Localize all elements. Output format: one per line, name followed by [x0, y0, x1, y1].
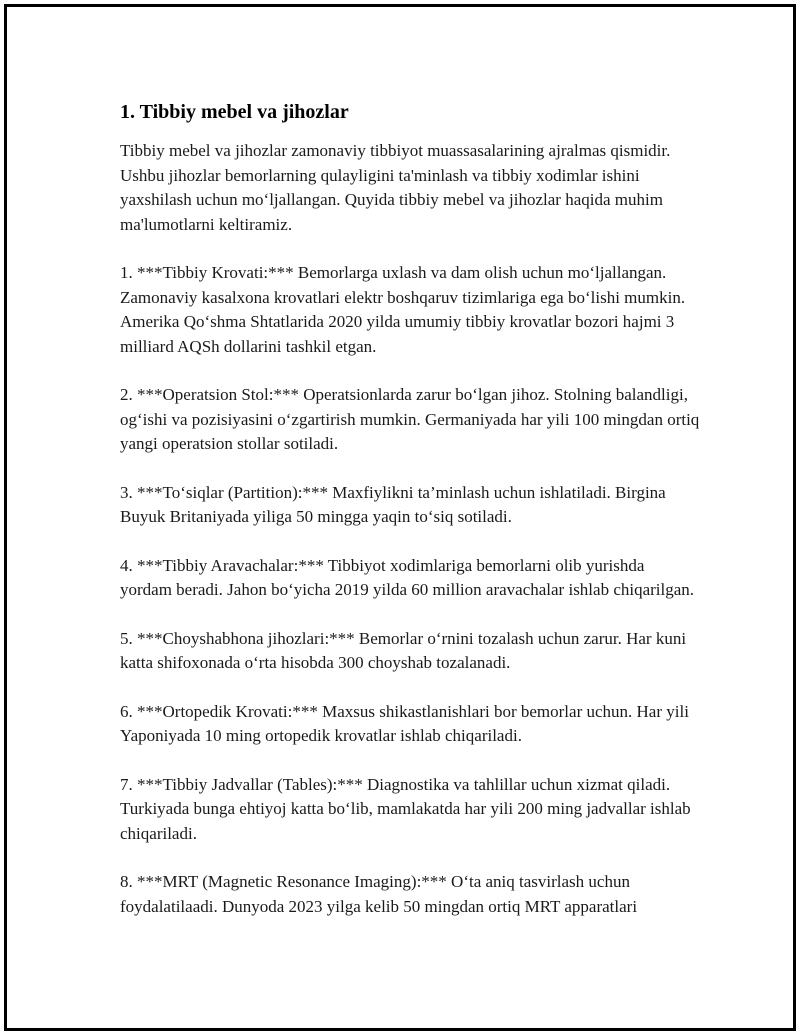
section-heading: 1. Tibbiy mebel va jihozlar: [120, 101, 349, 123]
list-item-partitions: 3. ***To‘siqlar (Partition):*** Maxfiylikni ta’minlash uchun ishlatiladi. Birgina Buyuk Britaniyada yiliga 50 mingga yaqin to‘siq sotiladi.: [120, 482, 666, 526]
list-item-hospital-bed: 1. ***Tibbiy Krovati:*** Bemorlarga uxlash va dam olish uchun mo‘ljallangan. Zamonaviy kasalxona krovatlari elektr boshqaruv tizimlariga ega bo‘lishi mumkin. Amerika Qo‘shma Shtatlarida 2020 yilda umumiy tibbiy krovatlar bozori hajmi 3 milliard AQSh dollarini tashkil etgan.: [120, 263, 686, 356]
intro-paragraph: Tibbiy mebel va jihozlar zamonaviy tibbiyot muassasalarining ajralmas qismidir. Ushbu jihozlar bemorlarning qulayligini ta'minlash va tibbiy xodimlar ishini yaxshilash uchun mo‘ljallangan. Quyida tibbiy mebel va jihozlar haqida muhim ma'lumotlarni keltiramiz.: [120, 141, 671, 234]
list-item-operating-table: 2. ***Operatsion Stol:*** Operatsionlarda zarur bo‘lgan jihoz. Stolning balandligi, og‘ishi va pozisiyasini o‘zgartirish mumkin. Germaniyada har yili 100 mingdan ortiq yangi operatsion stollar sotiladi.: [120, 385, 700, 453]
list-item-tables: 7. ***Tibbiy Jadvallar (Tables):*** Diagnostika va tahlillar uchun xizmat qiladi. Turkiyada bunga ehtiyoj katta bo‘lib, mamlakatda har yili 200 ming jadvallar ishlab chiqariladi.: [120, 774, 691, 843]
list-item-linen-equipment: 5. ***Choyshabhona jihozlari:*** Bemorlar o‘rnini tozalash uchun zarur. Har kuni katta shifoxonada o‘rta hisobda 300 choyshab tozalanadi.: [120, 628, 687, 672]
document-body: [120, 99, 700, 943]
list-item-mri: 8. ***MRT (Magnetic Resonance Imaging):*** O‘ta aniq tasvirlash uchun foydalatilaadi. Dunyoda 2023 yilga kelib 50 mingdan ortiq MRT apparatlari: [120, 872, 638, 916]
list-item-orthopedic-bed: 6. ***Ortopedik Krovati:*** Maxsus shikastlanishlari bor bemorlar uchun. Har yili Yaponiyada 10 ming ortopedik krovatlar ishlab chiqariladi.: [120, 701, 689, 745]
page-frame: [4, 4, 796, 1031]
list-item-carts: 4. ***Tibbiy Aravachalar:*** Tibbiyot xodimlariga bemorlarni olib yurishda yordam beradi. Jahon bo‘yicha 2019 yilda 60 million aravachalar ishlab chiqarilgan.: [120, 555, 695, 599]
